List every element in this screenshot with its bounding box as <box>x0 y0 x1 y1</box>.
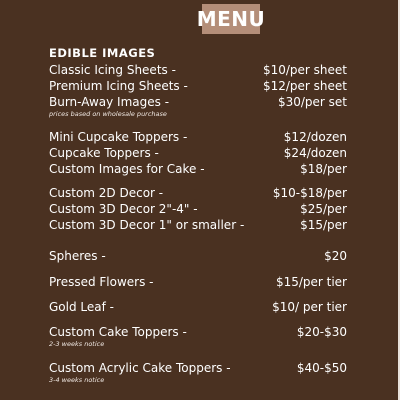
item-name: Custom Images for Cake - <box>49 162 205 176</box>
item-name: Custom 3D Decor 2"-4" - <box>49 202 198 216</box>
menu-item-custom-3d-decor-small <box>49 218 347 232</box>
item-price: $12/dozen <box>283 130 347 144</box>
menu-item-spheres <box>49 249 347 263</box>
item-name: Gold Leaf - <box>49 300 114 314</box>
item-note: prices based on wholesale purchase <box>49 110 167 118</box>
item-name: Classic Icing Sheets - <box>49 63 176 77</box>
item-price: $15/per <box>300 218 347 232</box>
menu-item-mini-cupcake-toppers <box>49 130 347 144</box>
item-price: $25/per <box>300 202 347 216</box>
menu-item-custom-2d-decor <box>49 186 347 200</box>
menu-badge: MENU <box>202 4 260 34</box>
menu-item-premium-icing-sheets <box>49 79 347 93</box>
item-name: Cupcake Toppers - <box>49 146 159 160</box>
menu-item-cupcake-toppers <box>49 146 347 160</box>
menu-item-custom-3d-decor-large <box>49 202 347 216</box>
item-name: Custom 3D Decor 1" or smaller - <box>49 218 245 232</box>
item-price: $20-$30 <box>296 325 347 339</box>
item-price: $18/per <box>300 162 347 176</box>
item-note: 3-4 weeks notice <box>49 376 105 384</box>
item-name: Custom 2D Decor - <box>49 186 164 200</box>
menu-item-custom-images-for-cake <box>49 162 347 176</box>
menu-item-custom-acrylic-cake-toppers <box>49 361 347 375</box>
item-price: $10/ per tier <box>272 300 347 314</box>
menu-item-pressed-flowers <box>49 275 347 289</box>
section-title: EDIBLE IMAGES <box>49 46 156 60</box>
item-price: $10/per sheet <box>262 63 347 77</box>
menu-item-gold-leaf <box>49 300 347 314</box>
item-name: Pressed Flowers - <box>49 275 154 289</box>
item-name: Spheres - <box>49 249 106 263</box>
item-price: $15/per tier <box>275 275 347 289</box>
item-name: Mini Cupcake Toppers - <box>49 130 188 144</box>
item-price: $12/per sheet <box>262 79 347 93</box>
item-note: 2-3 weeks notice <box>49 340 105 348</box>
item-name: Custom Acrylic Cake Toppers - <box>49 361 231 375</box>
item-price: $20 <box>324 249 347 263</box>
item-price: $24/dozen <box>283 146 347 160</box>
item-name: Premium Icing Sheets - <box>49 79 188 93</box>
item-price: $10-$18/per <box>272 186 347 200</box>
menu-item-burn-away-images <box>49 95 347 109</box>
item-name: Custom Cake Toppers - <box>49 325 187 339</box>
item-name: Burn-Away Images - <box>49 95 170 109</box>
menu-item-classic-icing-sheets <box>49 63 347 77</box>
item-price: $30/per set <box>277 95 347 109</box>
menu-item-custom-cake-toppers <box>49 325 347 339</box>
item-price: $40-$50 <box>296 361 347 375</box>
